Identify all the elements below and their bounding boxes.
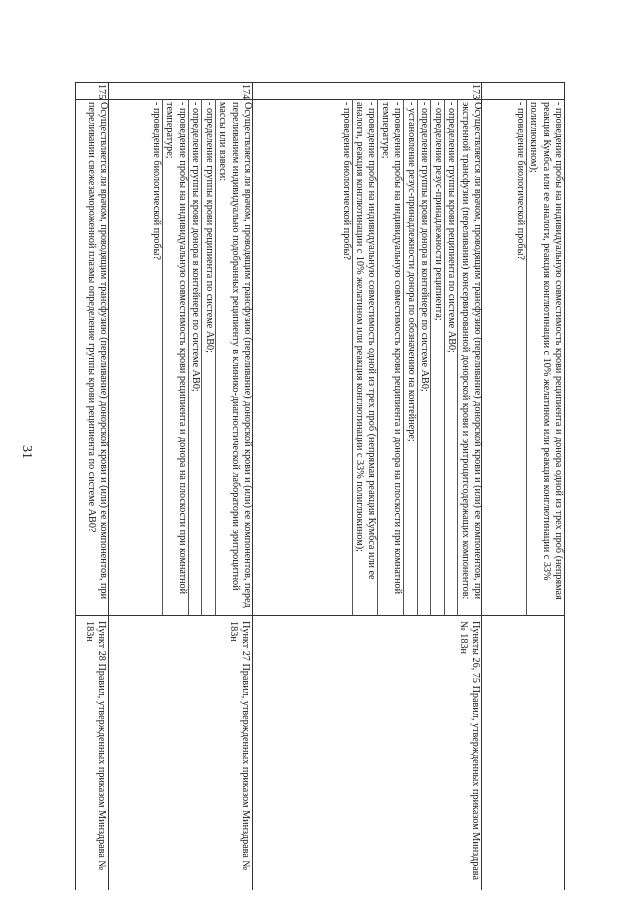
reference-cell (253, 615, 483, 890)
reference-text: Пункт 28 Правил, утвержденных приказом Минздрава № 183н (83, 621, 107, 871)
row-number-cell (482, 82, 564, 100)
reference-text: Пункты 26, 75 Правил, утвержденных приказом Минздрава № 183н (457, 621, 481, 881)
reference-cell (109, 615, 253, 890)
checklist-table (75, 82, 565, 890)
question-line: - проведение пробы на индивидуальную совместимость одной из трех проб (непрямая реакция Кумбса или ее аналоги, реакция конглютинации с 10% желатином или реакция конглютинации с 33% полиглюкином); (352, 99, 378, 615)
reference-cell (482, 615, 564, 890)
reference-cell (76, 615, 109, 890)
question-line: - определение группы крови реципиента по системе АВ0; (201, 99, 214, 615)
question-cell (109, 99, 253, 616)
table-row-174 (108, 82, 253, 890)
question-line: - проведение пробы на индивидуальную совместимость крови реципиента и донора одной из трех проб (непрямая реакция Кумбса или ее аналоги, реакция конглютинации с 10% желатином или реакция конглютинации с 33% полиглюкином); (526, 99, 564, 615)
question-line: Осуществляется ли врачом, проводящим трансфузию (переливание) донорской крови и (или) ее компонентов, при экстренной трансфузии (переливании) консервированной донорской крови и эритроцитсодержащих компонентов: (457, 99, 483, 615)
table-row-175 (75, 82, 109, 890)
row-number-cell (109, 82, 253, 100)
question-line: Осуществляется ли врачом, проводящим трансфузию (переливание) донорской крови и (или) ее компонентов, при переливании свежезамороженной плазмы определение группы крови реципиента по системе АВ0? (85, 102, 109, 600)
question-line: - проведение биологической пробы? (514, 102, 526, 260)
question-line: - определение резус-принадлежности реципиента; (430, 99, 443, 615)
question-cell (253, 99, 483, 616)
question-line: - проведение пробы на индивидуальную совместимость крови реципиента и донора на плоскости при комнатной температуре; (162, 99, 188, 615)
question-line: - определение группы крови донора в контейнере по системе АВ0; (188, 99, 201, 615)
question-line: Осуществляется ли врачом, проводящим трансфузию (переливание) донорской крови и (или) ее компонентов, перед переливанием индивидуально подобранных реципиенту в клинико-диагностической лаборатории эритроцитной массы или взвеси: (215, 99, 253, 615)
question-line: - установление резус-принадлежности донора по обозначению на контейнере; (403, 99, 416, 615)
row-number-cell (76, 82, 109, 100)
question-line: - проведение биологической пробы? (340, 102, 352, 260)
table-row-carry (481, 82, 565, 890)
question-line: - проведение биологической пробы? (150, 102, 162, 260)
table-row-173 (252, 82, 483, 890)
question-cell (482, 99, 564, 616)
row-number-cell (253, 82, 483, 100)
row-number: 174 (240, 84, 251, 100)
table-left-border (75, 82, 565, 83)
page-number: 31 (19, 445, 34, 459)
question-line: - проведение пробы на индивидуальную совместимость крови реципиента и донора на плоскости при комнатной температуре; (378, 99, 404, 615)
row-number: 173 (470, 84, 481, 100)
reference-text: Пункт 27 Правил, утвержденных приказом Минздрава № 183н (227, 621, 251, 871)
question-cell (76, 99, 109, 616)
question-line: - определение группы крови реципиента по системе АВ0; (444, 99, 457, 615)
row-number: 175 (96, 84, 107, 100)
question-line: - определение группы крови донора в контейнере по системе АВ0; (417, 99, 430, 615)
checklist-table-wrapper (75, 82, 565, 890)
